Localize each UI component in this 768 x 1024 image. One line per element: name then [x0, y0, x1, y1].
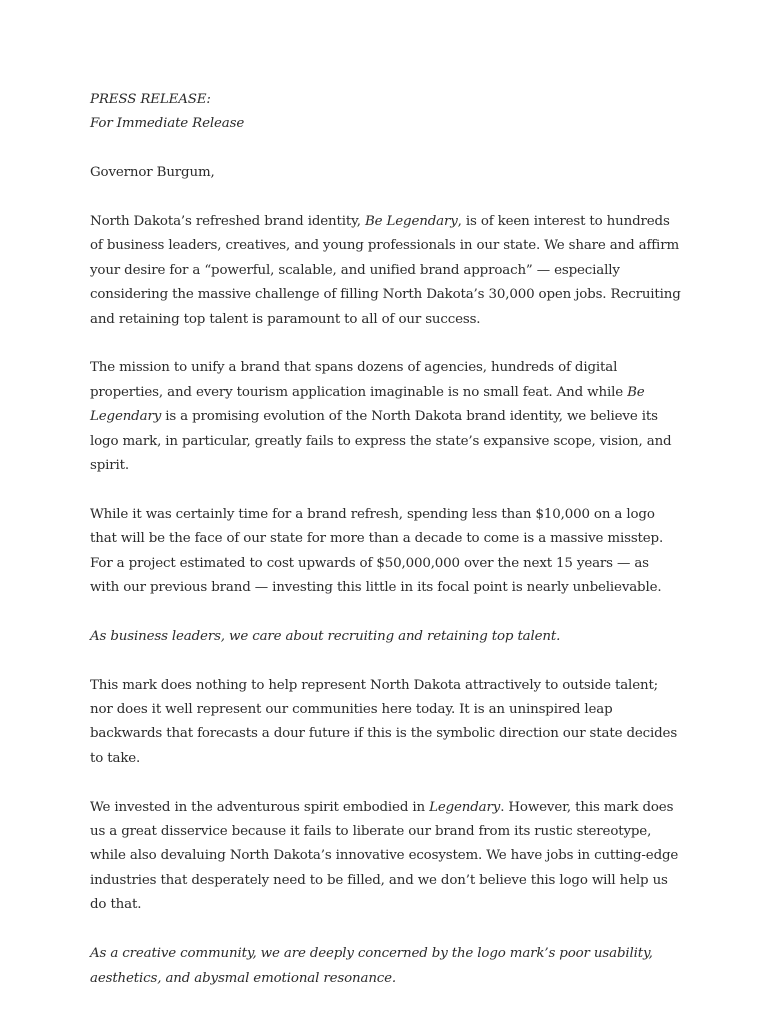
press-release-label: PRESS RELEASE: — [90, 92, 211, 107]
paragraph-brand-identity — [90, 210, 682, 332]
press-release-header — [90, 88, 682, 137]
brand-name-emphasis: Legendary — [429, 799, 501, 815]
brand-name-emphasis: Be Legendary — [90, 384, 645, 425]
section-heading-creative-community: As a creative community, we are deeply concerned by the logo mark’s poor usability, aesthetics, and abysmal emotional resonance. — [90, 946, 653, 986]
paragraph-text: North Dakota’s refreshed brand identity, — [90, 214, 365, 229]
paragraph-talent-representation: This mark does nothing to help represent North Dakota attractively to outside talent; nor does it well represent our communities here today. It is an uninspired leap backwards that forecasts a dour future if this is the symbolic direction our state decides to take. — [90, 677, 678, 766]
paragraph-text: We invested in the adventurous spirit embodied in — [90, 799, 430, 815]
paragraph-adventurous-spirit — [90, 796, 682, 918]
release-timing-label: For Immediate Release — [90, 116, 245, 132]
salutation: Governor Burgum, — [90, 165, 215, 181]
paragraph-text: is a promising evolution of the North Dakota brand identity, we believe its logo mark, in particular, greatly fails to express the state’s expansive scope, vision, and spirit. — [90, 409, 672, 474]
section-heading-business-leaders: As business leaders, we care about recruiting and retaining top talent. — [90, 628, 561, 644]
brand-name-emphasis: Be Legendary — [364, 214, 458, 229]
paragraph-text: . However, this mark does us a great disservice because it fails to liberate our brand from its rustic stereotype, while also devaluing North Dakota’s innovative ecosystem. We have jobs in cutting-edge industries that desperately need to be filled, and we don’t believe this logo will help us do that. — [90, 799, 679, 913]
document-page — [90, 88, 682, 1015]
paragraph-logo-cost: While it was certainly time for a brand refresh, spending less than $10,000 on a logo that will be the face of our state for more than a decade to come is a massive misstep. For a project estimated to cost upwards of $50,000,000 over the next 15 years — as with our previous brand — investing this little in its focal point is nearly unbelievable. — [90, 506, 664, 596]
paragraph-text: The mission to unify a brand that spans dozens of agencies, hundreds of digital properties, and every tourism application imaginable is no small feat. And while — [90, 360, 628, 400]
paragraph-text: , is of keen interest to hundreds of business leaders, creatives, and young professionals in our state. We share and affirm your desire for a “powerful, scalable, and unified brand approach” — especially considering the massive challenge of filling North Dakota’s 30,000 open jobs. Recruiting and retaining top talent is paramount to all of our success. — [90, 214, 681, 327]
paragraph-brand-mission — [90, 356, 682, 478]
